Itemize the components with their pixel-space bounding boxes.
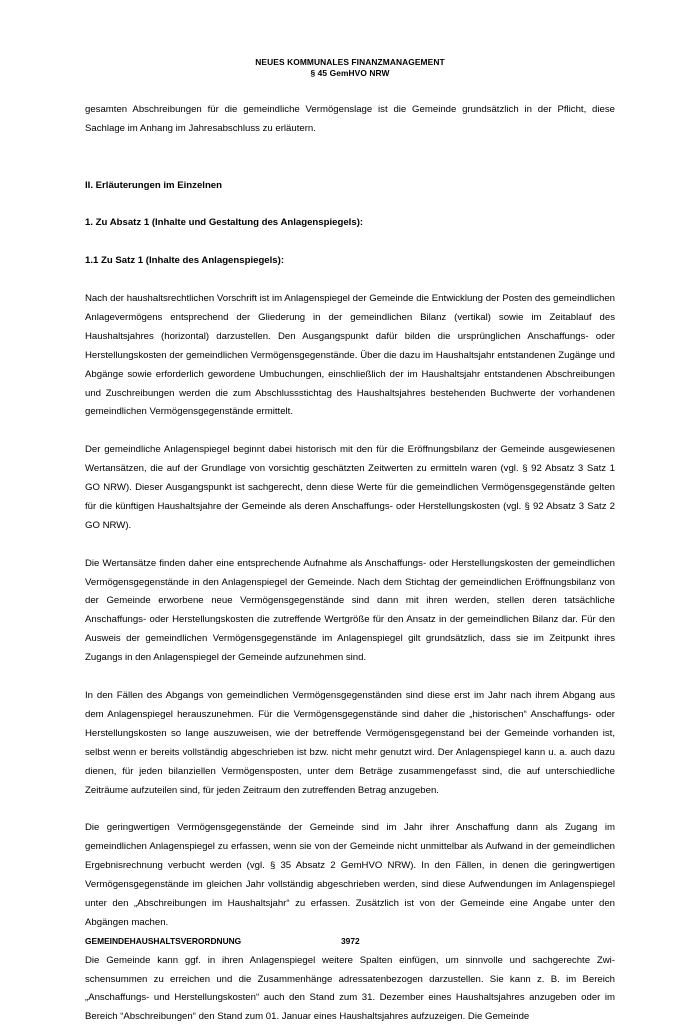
subsubsection-heading: 1.1 Zu Satz 1 (Inhalte des Anlagenspiegels): (85, 255, 285, 267)
header-title: NEUES KOMMUNALES FINANZMANAGEMENT (255, 57, 445, 67)
page-number: 3972 (341, 936, 360, 946)
paragraph: Der gemeindliche Anlagenspiegel beginnt dabei historisch mit den für die Eröffnungsbilanz der Gemeinde ausgewiesenen Wertansätzen, die auf der Grundlage von vorsichtig geschätzten Zeitwerten zu ermitteln waren (vgl. § 92 Absatz 3 Satz 1 GO NRW). Dieser Ausgangspunkt ist sachgerecht, denn diese Werte für die gemeindlichen Vermögensgegenstände gelten für die künftigen Haushaltsjahre der Gemeinde als deren Anschaffungs- oder Herstellungskosten (vgl. § 92 Absatz 3 Satz 2 GO NRW). (85, 444, 615, 531)
paragraph: In den Fällen des Abgangs von gemeindlichen Vermögensgegenständen sind diese erst im Jahr nach ihrem Abgang aus dem Anlagenspiegel herauszunehmen. Für die Vermögensgegenstände sind daher die „historischen“ Anschaffungs- oder Herstellungskosten so lange auszuweisen, wie der betreffende Vermögensgegenstand bei der Gemeinde vorhanden ist, selbst wenn er bereits vollständig abgeschrieben ist bzw. nicht mehr genutzt wird. Der Anlagenspiegel kann u. a. auch dazu dienen, für jeden bilanziellen Vermögensposten, unter dem Beträge zusammengefasst sind, die auf unterschiedliche Zeiträume aufzuteilen sind, für jeden Zeitraum den zutreffenden Betrag anzugeben. (85, 689, 615, 796)
paragraph: Nach der haushaltsrechtlichen Vorschrift ist im Anlagenspiegel der Gemeinde die Entwicklung der Posten des gemeindlichen Anlagevermögens entsprechend der Gliederung in der gemeindlichen Bilanz (vertikal) sowie im Zeitablauf des Haushaltsjahres (horizontal) darzustellen. Den Ausgangspunkt dafür bilden die ursprünglichen Anschaffungs- oder Herstellungskosten der gemeindlichen Vermögensgegenstände. Über die dazu im Haushaltsjahr entstandenen Zugänge und Abgänge sowie erforderlich gewordene Umbuchungen, einschließlich der im Haushaltsjahr entstandenen Abschreibungen und Zuschreibungen werden die zum Abschlussstichtag des Haushaltsjahres bestehenden Buchwerte der vorhandenen gemeindlichen Vermögensgegenstände ermittelt. (85, 292, 615, 418)
page-header (0, 57, 700, 79)
paragraph: Die Wertansätze finden daher eine entsprechende Aufnahme als Anschaffungs- oder Herstellungskosten der gemeindlichen Vermögensgegenstände in den Anlagenspiegel der Gemeinde. Nach dem Stichtag der gemeindlichen Eröffnungsbilanz von der Gemeinde erworbene neue Vermögensgegenstände sind dann mit ihren werden, stellen deren tatsächliche Anschaffungs- oder Herstellungskosten die zutreffende Wertgröße für den Ansatz in der gemeindlichen Bilanz dar. Für den Ausweis der gemeindlichen Vermögensgegenstände im Anlagenspiegel gilt grundsätzlich, dass sie im Zeitpunkt ihres Zugangs in den Anlagenspiegel der Gemeinde aufzunehmen sind. (85, 557, 615, 664)
intro-paragraph: gesamten Abschreibungen für die gemeindliche Vermögenslage ist die Gemeinde grundsätzlich in der Pflicht, diese Sachlage im Anhang im Jahresabschluss zu erläutern. (85, 104, 615, 134)
section-heading: II. Erläuterungen im Einzelnen (85, 179, 223, 191)
subsection-heading: 1. Zu Absatz 1 (Inhalte und Gestaltung des Anlagenspiegels): (85, 217, 364, 229)
header-subtitle: § 45 GemHVO NRW (310, 68, 390, 78)
paragraph: Die Gemeinde kann ggf. in ihren Anlagenspiegel weitere Spalten einfügen, um sinnvolle und sachgerechte Zwischensummen zu erreichen und die Zusammenhänge adressatenbezogen darzustellen. Sie kann z. B. im Bereich „Anschaffungs- und Herstellungskosten“ auch den Stand zum 31. Dezember eines Haushaltsjahres anzugeben oder im Bereich “Abschreibungen“ den Stand zum 01. Januar eines Haushaltsjahres aufzuzeigen. Die Gemeinde (85, 954, 615, 1023)
body-text (85, 101, 615, 1027)
paragraph: Die geringwertigen Vermögensgegenstände der Gemeinde sind im Jahr ihrer Anschaffung dann als Zugang im gemeindlichen Anlagenspiegel zu erfassen, wenn sie von der Gemeinde nicht unmittelbar als Aufwand in der gemeindlichen Ergebnisrechnung verbucht werden (vgl. § 35 Absatz 2 GemHVO NRW). In den Fällen, in denen die geringwertigen Vermögensgegenstände im gleichen Jahr vollständig abgeschrieben werden, sind diese Aufwendungen im Anlagenspiegel unter den „Abschreibungen im Haushaltsjahr“ zu erfassen. Zusätzlich ist von der Gemeinde eine Angabe unter den Abgängen machen. (85, 822, 615, 928)
footer-title: GEMEINDEHAUSHALTSVERORDNUNG (85, 936, 242, 946)
